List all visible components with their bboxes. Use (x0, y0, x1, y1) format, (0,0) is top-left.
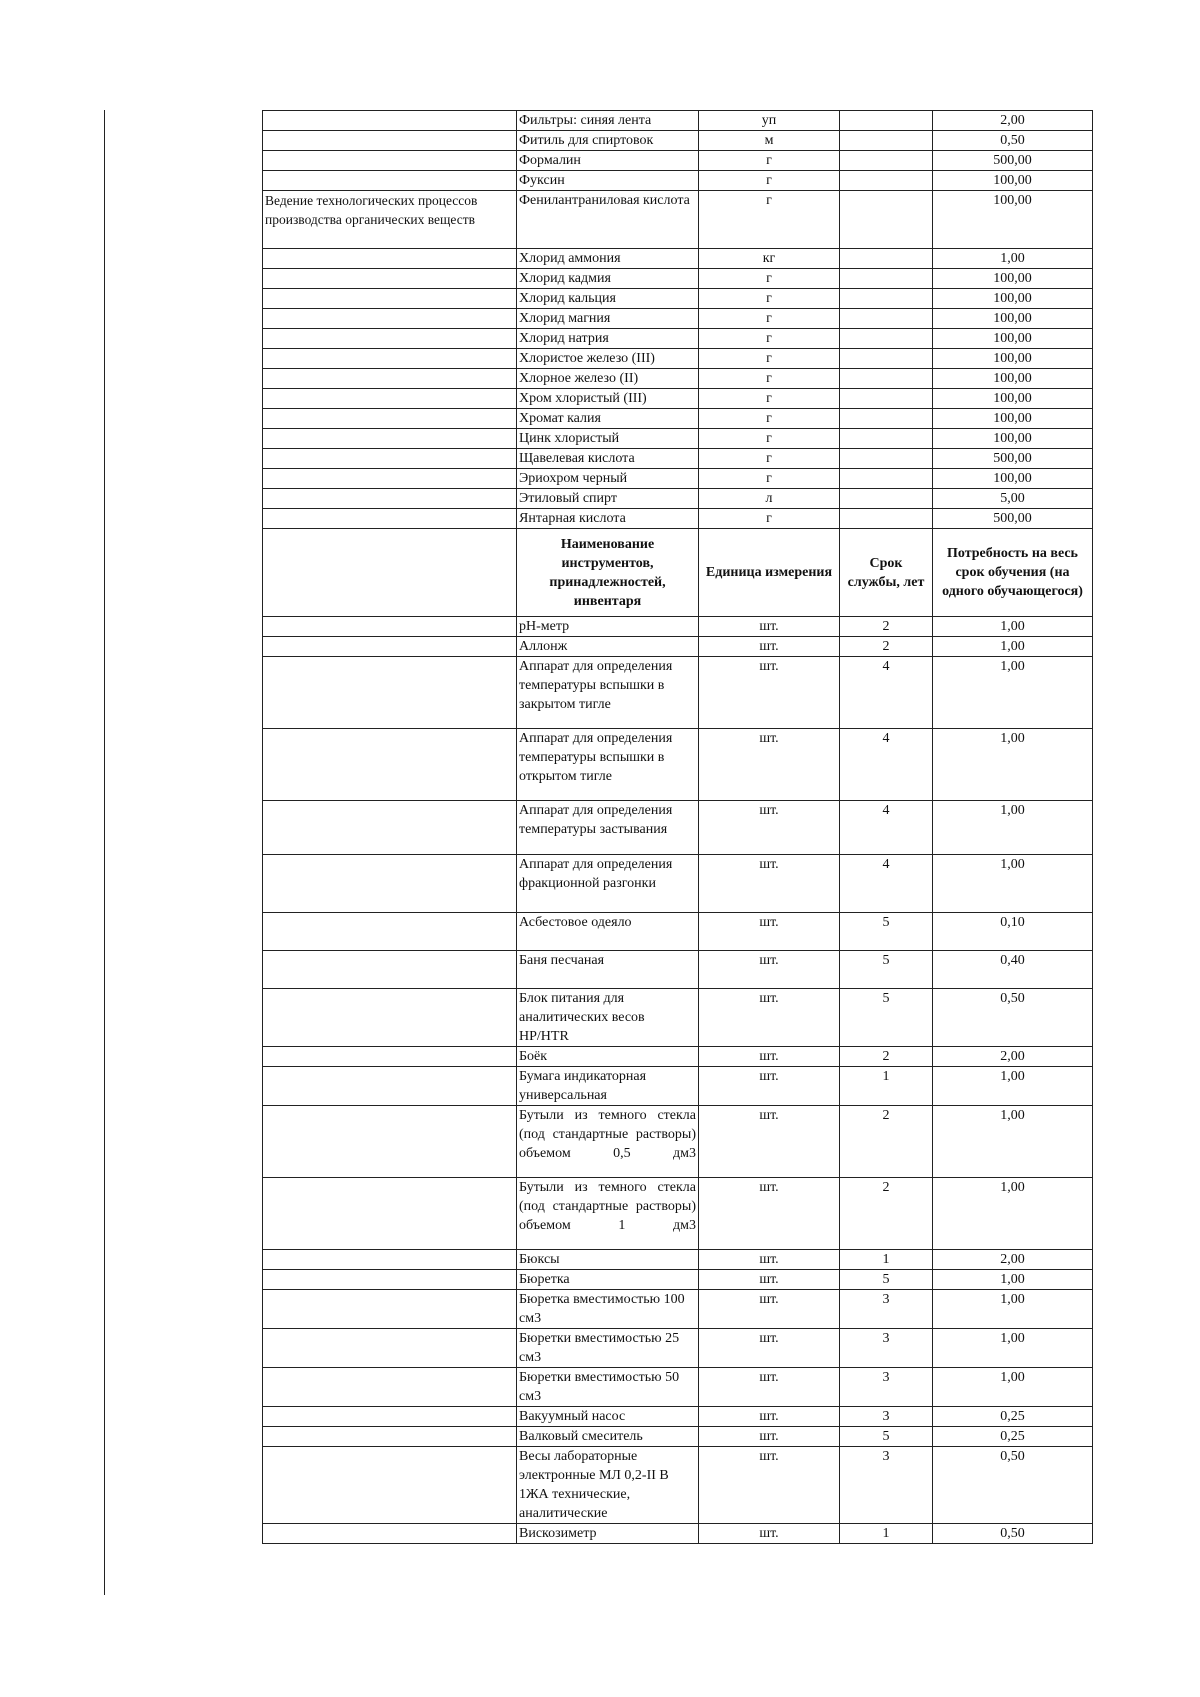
section-cell (263, 469, 517, 489)
service-life-cell: 3 (840, 1290, 933, 1329)
service-life-cell: 4 (840, 729, 933, 801)
section-cell (263, 1250, 517, 1270)
need-cell: 0,25 (933, 1407, 1093, 1427)
section-cell (263, 409, 517, 429)
name-cell: Наименование инструментов, принадлежностей, инвентаря (517, 529, 699, 617)
table-row (263, 289, 1093, 309)
section-cell (263, 529, 517, 617)
table-row (263, 1250, 1093, 1270)
section-cell (263, 1329, 517, 1368)
tools-header-row (263, 529, 1093, 617)
table-row (263, 637, 1093, 657)
name-cell: Валковый смеситель (517, 1427, 699, 1447)
section-cell (263, 657, 517, 729)
unit-cell: г (699, 269, 840, 289)
left-margin-rule (104, 110, 105, 1595)
unit-cell: шт. (699, 1067, 840, 1106)
section-cell (263, 637, 517, 657)
table-row (263, 1067, 1093, 1106)
name-cell: Вакуумный насос (517, 1407, 699, 1427)
section-cell (263, 1067, 517, 1106)
name-cell: Бюретка (517, 1270, 699, 1290)
service-life-cell (840, 469, 933, 489)
unit-cell: г (699, 369, 840, 389)
service-life-cell: 1 (840, 1250, 933, 1270)
need-cell: 1,00 (933, 249, 1093, 269)
section-cell (263, 111, 517, 131)
table-row (263, 729, 1093, 801)
unit-cell: г (699, 409, 840, 429)
service-life-cell (840, 269, 933, 289)
need-cell: 1,00 (933, 1106, 1093, 1178)
name-cell: Аппарат для определения температуры застывания (517, 801, 699, 855)
name-cell: Бутыли из темного стекла (под стандартные растворы) объемом 1 дм3 (517, 1178, 699, 1250)
name-cell: Аппарат для определения температуры вспышки в открытом тигле (517, 729, 699, 801)
unit-cell: шт. (699, 729, 840, 801)
need-cell: 100,00 (933, 369, 1093, 389)
section-cell (263, 171, 517, 191)
name-cell: Щавелевая кислота (517, 449, 699, 469)
service-life-cell (840, 429, 933, 449)
section-cell (263, 289, 517, 309)
section-cell (263, 855, 517, 913)
name-cell: Бюретки вместимостью 50 см3 (517, 1368, 699, 1407)
name-cell: Хлорид кальция (517, 289, 699, 309)
service-life-cell (840, 151, 933, 171)
table-row (263, 801, 1093, 855)
unit-cell: шт. (699, 1447, 840, 1524)
table-row (263, 469, 1093, 489)
unit-cell: г (699, 289, 840, 309)
section-cell (263, 617, 517, 637)
section-cell (263, 449, 517, 469)
name-cell: Боёк (517, 1047, 699, 1067)
table-row (263, 1447, 1093, 1524)
name-cell: Хлорид кадмия (517, 269, 699, 289)
unit-cell: шт. (699, 913, 840, 951)
name-cell: Хлористое железо (III) (517, 349, 699, 369)
table-row (263, 389, 1093, 409)
table-row (263, 989, 1093, 1047)
need-cell: 100,00 (933, 429, 1093, 449)
name-cell: Вискозиметр (517, 1524, 699, 1544)
table-row (263, 617, 1093, 637)
service-life-cell: 2 (840, 1178, 933, 1250)
service-life-cell: 4 (840, 855, 933, 913)
service-life-cell: 5 (840, 989, 933, 1047)
name-cell: Бюретка вместимостью 100 см3 (517, 1290, 699, 1329)
table-row (263, 489, 1093, 509)
unit-cell: г (699, 329, 840, 349)
name-cell: Баня песчаная (517, 951, 699, 989)
section-cell (263, 269, 517, 289)
unit-cell: кг (699, 249, 840, 269)
unit-cell: г (699, 509, 840, 529)
table-row (263, 409, 1093, 429)
need-cell: 100,00 (933, 329, 1093, 349)
name-cell: pH-метр (517, 617, 699, 637)
unit-cell: шт. (699, 855, 840, 913)
table-row (263, 131, 1093, 151)
name-cell: Цинк хлористый (517, 429, 699, 449)
name-cell: Аппарат для определения температуры вспышки в закрытом тигле (517, 657, 699, 729)
table-row (263, 1368, 1093, 1407)
name-cell: Хлорид аммония (517, 249, 699, 269)
need-cell: 1,00 (933, 801, 1093, 855)
name-cell: Аллонж (517, 637, 699, 657)
need-cell: 0,50 (933, 1524, 1093, 1544)
service-life-cell: 4 (840, 801, 933, 855)
need-cell: 100,00 (933, 171, 1093, 191)
table-row (263, 429, 1093, 449)
table-row (263, 171, 1093, 191)
service-life-cell (840, 249, 933, 269)
need-cell: 100,00 (933, 309, 1093, 329)
unit-cell: м (699, 131, 840, 151)
name-cell: Хромат калия (517, 409, 699, 429)
service-life-cell (840, 309, 933, 329)
section-cell (263, 131, 517, 151)
name-cell: Асбестовое одеяло (517, 913, 699, 951)
table-row (263, 1270, 1093, 1290)
service-life-cell: 4 (840, 657, 933, 729)
service-life-cell: 2 (840, 637, 933, 657)
service-life-cell (840, 409, 933, 429)
section-cell (263, 329, 517, 349)
need-cell: 1,00 (933, 729, 1093, 801)
unit-cell: шт. (699, 637, 840, 657)
equipment-table (262, 110, 1093, 1544)
need-cell: 100,00 (933, 349, 1093, 369)
unit-cell: Единица измерения (699, 529, 840, 617)
name-cell: Янтарная кислота (517, 509, 699, 529)
need-cell: 1,00 (933, 1368, 1093, 1407)
unit-cell: шт. (699, 617, 840, 637)
equipment-table-body (263, 111, 1093, 1544)
section-cell (263, 1524, 517, 1544)
unit-cell: шт. (699, 1047, 840, 1067)
table-row (263, 309, 1093, 329)
service-life-cell: 3 (840, 1368, 933, 1407)
service-life-cell: Срок службы, лет (840, 529, 933, 617)
need-cell: 1,00 (933, 1329, 1093, 1368)
need-cell: 0,10 (933, 913, 1093, 951)
need-cell: 0,50 (933, 131, 1093, 151)
name-cell: Этиловый спирт (517, 489, 699, 509)
section-cell (263, 151, 517, 171)
section-cell (263, 1447, 517, 1524)
section-cell (263, 1427, 517, 1447)
name-cell: Эриохром черный (517, 469, 699, 489)
service-life-cell: 3 (840, 1407, 933, 1427)
service-life-cell: 3 (840, 1447, 933, 1524)
table-row (263, 369, 1093, 389)
unit-cell: шт. (699, 1250, 840, 1270)
unit-cell: г (699, 191, 840, 249)
service-life-cell: 1 (840, 1524, 933, 1544)
name-cell: Хлорид магния (517, 309, 699, 329)
unit-cell: шт. (699, 989, 840, 1047)
service-life-cell (840, 369, 933, 389)
table-row (263, 1427, 1093, 1447)
name-cell: Бюксы (517, 1250, 699, 1270)
need-cell: 0,25 (933, 1427, 1093, 1447)
need-cell: 1,00 (933, 855, 1093, 913)
section-cell (263, 1368, 517, 1407)
table-row (263, 329, 1093, 349)
service-life-cell (840, 449, 933, 469)
unit-cell: г (699, 151, 840, 171)
need-cell: 0,50 (933, 1447, 1093, 1524)
service-life-cell: 2 (840, 1047, 933, 1067)
table-row (263, 1047, 1093, 1067)
name-cell: Фитиль для спиртовок (517, 131, 699, 151)
table-row (263, 1178, 1093, 1250)
unit-cell: г (699, 171, 840, 191)
unit-cell: л (699, 489, 840, 509)
unit-cell: шт. (699, 801, 840, 855)
need-cell: 100,00 (933, 191, 1093, 249)
unit-cell: шт. (699, 951, 840, 989)
need-cell: 0,50 (933, 989, 1093, 1047)
section-cell (263, 913, 517, 951)
unit-cell: шт. (699, 1427, 840, 1447)
section-cell (263, 389, 517, 409)
need-cell: 1,00 (933, 1067, 1093, 1106)
section-cell (263, 369, 517, 389)
need-cell: 1,00 (933, 657, 1093, 729)
table-row (263, 855, 1093, 913)
unit-cell: шт. (699, 1368, 840, 1407)
service-life-cell: 5 (840, 1270, 933, 1290)
need-cell: 100,00 (933, 469, 1093, 489)
section-cell (263, 309, 517, 329)
need-cell: 100,00 (933, 409, 1093, 429)
name-cell: Аппарат для определения фракционной разгонки (517, 855, 699, 913)
service-life-cell: 5 (840, 1427, 933, 1447)
service-life-cell: 3 (840, 1329, 933, 1368)
table-row (263, 1290, 1093, 1329)
name-cell: Бумага индикаторная универсальная (517, 1067, 699, 1106)
section-cell (263, 349, 517, 369)
unit-cell: г (699, 429, 840, 449)
section-cell (263, 249, 517, 269)
name-cell: Хлорное железо (II) (517, 369, 699, 389)
need-cell: 2,00 (933, 1047, 1093, 1067)
need-cell: 500,00 (933, 509, 1093, 529)
name-cell: Хром хлористый (III) (517, 389, 699, 409)
table-row (263, 349, 1093, 369)
name-cell: Формалин (517, 151, 699, 171)
table-row (263, 657, 1093, 729)
service-life-cell: 2 (840, 1106, 933, 1178)
section-cell (263, 1047, 517, 1067)
need-cell: 2,00 (933, 111, 1093, 131)
table-row (263, 249, 1093, 269)
service-life-cell: 5 (840, 951, 933, 989)
name-cell: Бюретки вместимостью 25 см3 (517, 1329, 699, 1368)
service-life-cell (840, 111, 933, 131)
unit-cell: уп (699, 111, 840, 131)
need-cell: 500,00 (933, 449, 1093, 469)
section-cell: Ведение технологических процессов производства органических веществ (263, 191, 517, 249)
service-life-cell (840, 329, 933, 349)
section-cell (263, 509, 517, 529)
service-life-cell (840, 509, 933, 529)
section-cell (263, 1178, 517, 1250)
service-life-cell (840, 191, 933, 249)
section-cell (263, 1407, 517, 1427)
unit-cell: шт. (699, 1290, 840, 1329)
table-row (263, 269, 1093, 289)
service-life-cell: 1 (840, 1067, 933, 1106)
unit-cell: шт. (699, 1270, 840, 1290)
need-cell: 0,40 (933, 951, 1093, 989)
need-cell: 100,00 (933, 389, 1093, 409)
need-cell: 500,00 (933, 151, 1093, 171)
need-cell: 100,00 (933, 289, 1093, 309)
name-cell: Весы лабораторные электронные МЛ 0,2-II В 1ЖА технические, аналитические (517, 1447, 699, 1524)
name-cell: Блок питания для аналитических весов HP/HTR (517, 989, 699, 1047)
unit-cell: г (699, 349, 840, 369)
table-row (263, 509, 1093, 529)
need-cell: 2,00 (933, 1250, 1093, 1270)
name-cell: Бутыли из темного стекла (под стандартные растворы) объемом 0,5 дм3 (517, 1106, 699, 1178)
table-row (263, 913, 1093, 951)
section-cell (263, 489, 517, 509)
service-life-cell (840, 489, 933, 509)
unit-cell: шт. (699, 1524, 840, 1544)
unit-cell: шт. (699, 1407, 840, 1427)
unit-cell: г (699, 389, 840, 409)
table-row (263, 449, 1093, 469)
section-cell (263, 729, 517, 801)
service-life-cell (840, 349, 933, 369)
unit-cell: г (699, 309, 840, 329)
service-life-cell (840, 131, 933, 151)
table-row (263, 191, 1093, 249)
name-cell: Фильтры: синяя лента (517, 111, 699, 131)
need-cell: 1,00 (933, 1178, 1093, 1250)
service-life-cell: 2 (840, 617, 933, 637)
need-cell: 5,00 (933, 489, 1093, 509)
service-life-cell (840, 171, 933, 191)
service-life-cell (840, 289, 933, 309)
need-cell: 1,00 (933, 637, 1093, 657)
table-row (263, 151, 1093, 171)
need-cell: 100,00 (933, 269, 1093, 289)
service-life-cell (840, 389, 933, 409)
need-cell: Потребность на весь срок обучения (на одного обучающегося) (933, 529, 1093, 617)
table-row (263, 1106, 1093, 1178)
need-cell: 1,00 (933, 617, 1093, 637)
unit-cell: шт. (699, 1178, 840, 1250)
table-row (263, 111, 1093, 131)
table-row (263, 951, 1093, 989)
table-row (263, 1329, 1093, 1368)
unit-cell: шт. (699, 1106, 840, 1178)
unit-cell: г (699, 449, 840, 469)
section-cell (263, 1290, 517, 1329)
need-cell: 1,00 (933, 1290, 1093, 1329)
section-cell (263, 429, 517, 449)
table-row (263, 1524, 1093, 1544)
section-cell (263, 801, 517, 855)
service-life-cell: 5 (840, 913, 933, 951)
name-cell: Фенилантраниловая кислота (517, 191, 699, 249)
unit-cell: шт. (699, 657, 840, 729)
unit-cell: г (699, 469, 840, 489)
section-cell (263, 951, 517, 989)
need-cell: 1,00 (933, 1270, 1093, 1290)
section-cell (263, 989, 517, 1047)
table-row (263, 1407, 1093, 1427)
section-cell (263, 1106, 517, 1178)
unit-cell: шт. (699, 1329, 840, 1368)
section-cell (263, 1270, 517, 1290)
name-cell: Фуксин (517, 171, 699, 191)
name-cell: Хлорид натрия (517, 329, 699, 349)
